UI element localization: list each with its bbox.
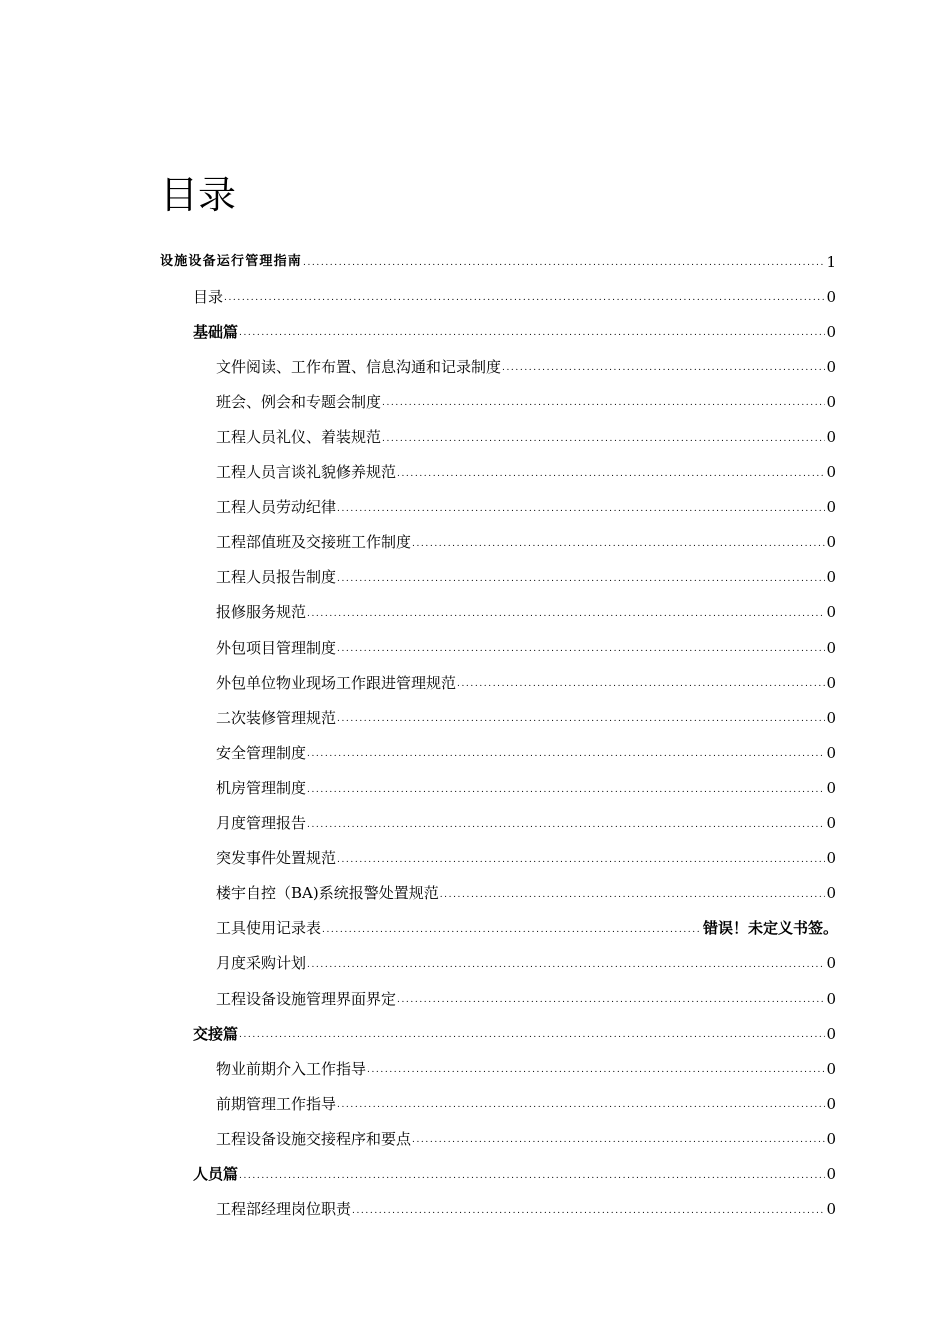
dot-leader	[367, 1063, 825, 1077]
toc-entry-page-number: 0	[826, 638, 836, 657]
toc-entry[interactable]	[0, 1192, 950, 1227]
toc-entry[interactable]	[0, 595, 950, 630]
toc-entry-label: 设施设备运行管理指南	[160, 253, 303, 269]
toc-entry[interactable]	[0, 384, 950, 419]
toc-entry-label: 工程部值班及交接班工作制度	[216, 533, 412, 552]
toc-entry-page-number: 0	[826, 428, 836, 447]
dot-leader	[440, 888, 826, 902]
toc-entry[interactable]	[0, 841, 950, 876]
toc-entry-label: 突发事件处置规范	[216, 849, 337, 868]
dot-leader	[303, 256, 825, 270]
dot-leader	[307, 747, 825, 761]
toc-entry[interactable]	[0, 314, 950, 349]
toc-entry-label: 工程人员言谈礼貌修养规范	[216, 463, 397, 482]
toc-entry-label: 月度管理报告	[216, 814, 307, 833]
toc-entry-label: 交接篇	[193, 1024, 239, 1043]
toc-entry[interactable]	[0, 419, 950, 454]
toc-entry-page-number: 0	[826, 603, 836, 622]
toc-entry[interactable]	[0, 455, 950, 490]
toc-entry-page-number: 0	[826, 849, 836, 868]
dot-leader	[307, 958, 825, 972]
toc-entry-page-number: 0	[826, 322, 836, 341]
dot-leader	[457, 677, 825, 691]
toc-entry-label: 目录	[193, 287, 224, 306]
toc-entry-label: 班会、例会和专题会制度	[216, 392, 382, 411]
dot-leader	[337, 853, 825, 867]
toc-entry-page-number: 0	[826, 708, 836, 727]
dot-leader	[337, 1098, 825, 1112]
dot-leader	[382, 396, 825, 410]
dot-leader	[337, 642, 825, 656]
toc-entry-error-message: 错误！未定义书签。	[702, 919, 838, 938]
toc-entry-page-number: 0	[826, 568, 836, 587]
dot-leader	[307, 607, 825, 621]
toc-entry[interactable]	[0, 244, 950, 279]
toc-entry-label: 外包项目管理制度	[216, 638, 337, 657]
toc-entry[interactable]	[0, 525, 950, 560]
toc-entry-label: 工具使用记录表	[216, 919, 322, 938]
dot-leader	[382, 432, 825, 446]
toc-entry-page-number: 0	[826, 463, 836, 482]
toc-entry-page-number: 0	[826, 1200, 836, 1219]
toc-entry-label: 文件阅读、工作布置、信息沟通和记录制度	[216, 357, 502, 376]
dot-leader	[412, 537, 825, 551]
toc-entry-label: 工程人员报告制度	[216, 568, 337, 587]
toc-entry[interactable]	[0, 1051, 950, 1086]
toc-entry-page-number: 0	[826, 498, 836, 517]
toc-entry-page-number: 0	[826, 357, 836, 376]
dot-leader	[502, 361, 825, 375]
toc-entry-page-number: 0	[826, 392, 836, 411]
toc-entry-label: 人员篇	[193, 1164, 239, 1183]
toc-entry-label: 基础篇	[193, 322, 239, 341]
dot-leader	[224, 291, 825, 305]
toc-entry-label: 外包单位物业现场工作跟进管理规范	[216, 673, 457, 692]
toc-entry[interactable]	[0, 665, 950, 700]
toc-entry[interactable]	[0, 735, 950, 770]
toc-entry-label: 报修服务规范	[216, 603, 307, 622]
toc-entry[interactable]	[0, 279, 950, 314]
toc-entry[interactable]	[0, 1156, 950, 1191]
dot-leader	[352, 1204, 825, 1218]
dot-leader	[322, 923, 702, 937]
toc-entry-label: 安全管理制度	[216, 743, 307, 762]
toc-entry-label: 月度采购计划	[216, 954, 307, 973]
dot-leader	[239, 1028, 825, 1042]
toc-list	[0, 244, 950, 1227]
toc-entry-page-number: 0	[826, 778, 836, 797]
dot-leader	[239, 1169, 825, 1183]
toc-entry[interactable]	[0, 1121, 950, 1156]
toc-entry[interactable]	[0, 946, 950, 981]
dot-leader	[337, 502, 825, 516]
dot-leader	[337, 572, 825, 586]
toc-entry[interactable]	[0, 349, 950, 384]
toc-entry-page-number: 0	[826, 533, 836, 552]
toc-entry-label: 前期管理工作指导	[216, 1094, 337, 1113]
toc-entry-label: 二次装修管理规范	[216, 708, 337, 727]
toc-entry[interactable]	[0, 560, 950, 595]
dot-leader	[239, 326, 825, 340]
toc-entry-label: 工程人员礼仪、着装规范	[216, 428, 382, 447]
dot-leader	[397, 993, 825, 1007]
toc-entry[interactable]	[0, 700, 950, 735]
dot-leader	[307, 818, 825, 832]
dot-leader	[412, 1133, 825, 1147]
dot-leader	[397, 467, 825, 481]
toc-entry-page-number: 1	[826, 252, 836, 271]
toc-entry-page-number: 0	[826, 673, 836, 692]
toc-entry-label: 楼宇自控（BA)系统报警处置规范	[216, 884, 439, 903]
toc-entry[interactable]	[0, 1086, 950, 1121]
dot-leader	[307, 783, 825, 797]
toc-entry-page-number: 0	[826, 1094, 836, 1113]
toc-entry[interactable]	[0, 981, 950, 1016]
toc-entry-page-number: 0	[826, 954, 836, 973]
toc-entry-page-number: 0	[826, 884, 836, 903]
toc-entry-page-number: 0	[826, 1164, 836, 1183]
toc-entry[interactable]	[0, 490, 950, 525]
dot-leader	[337, 712, 825, 726]
toc-entry-page-number: 0	[826, 287, 836, 306]
toc-entry[interactable]	[0, 806, 950, 841]
toc-entry-page-number: 0	[826, 1129, 836, 1148]
toc-entry-label: 工程设备设施管理界面界定	[216, 989, 397, 1008]
toc-entry[interactable]	[0, 770, 950, 805]
toc-entry-page-number: 0	[826, 814, 836, 833]
toc-entry[interactable]	[0, 911, 950, 946]
toc-entry-label: 机房管理制度	[216, 778, 307, 797]
toc-entry-page-number: 0	[826, 1059, 836, 1078]
toc-entry-label: 工程设备设施交接程序和要点	[216, 1129, 412, 1148]
toc-entry-label: 工程部经理岗位职责	[216, 1200, 352, 1219]
toc-entry-page-number: 0	[826, 989, 836, 1008]
toc-entry-page-number: 0	[826, 1024, 836, 1043]
toc-entry-label: 工程人员劳动纪律	[216, 498, 337, 517]
toc-title: 目录	[160, 173, 237, 217]
toc-entry[interactable]	[0, 630, 950, 665]
toc-entry[interactable]	[0, 876, 950, 911]
toc-entry[interactable]	[0, 1016, 950, 1051]
toc-entry-label: 物业前期介入工作指导	[216, 1059, 367, 1078]
toc-entry-page-number: 0	[826, 743, 836, 762]
